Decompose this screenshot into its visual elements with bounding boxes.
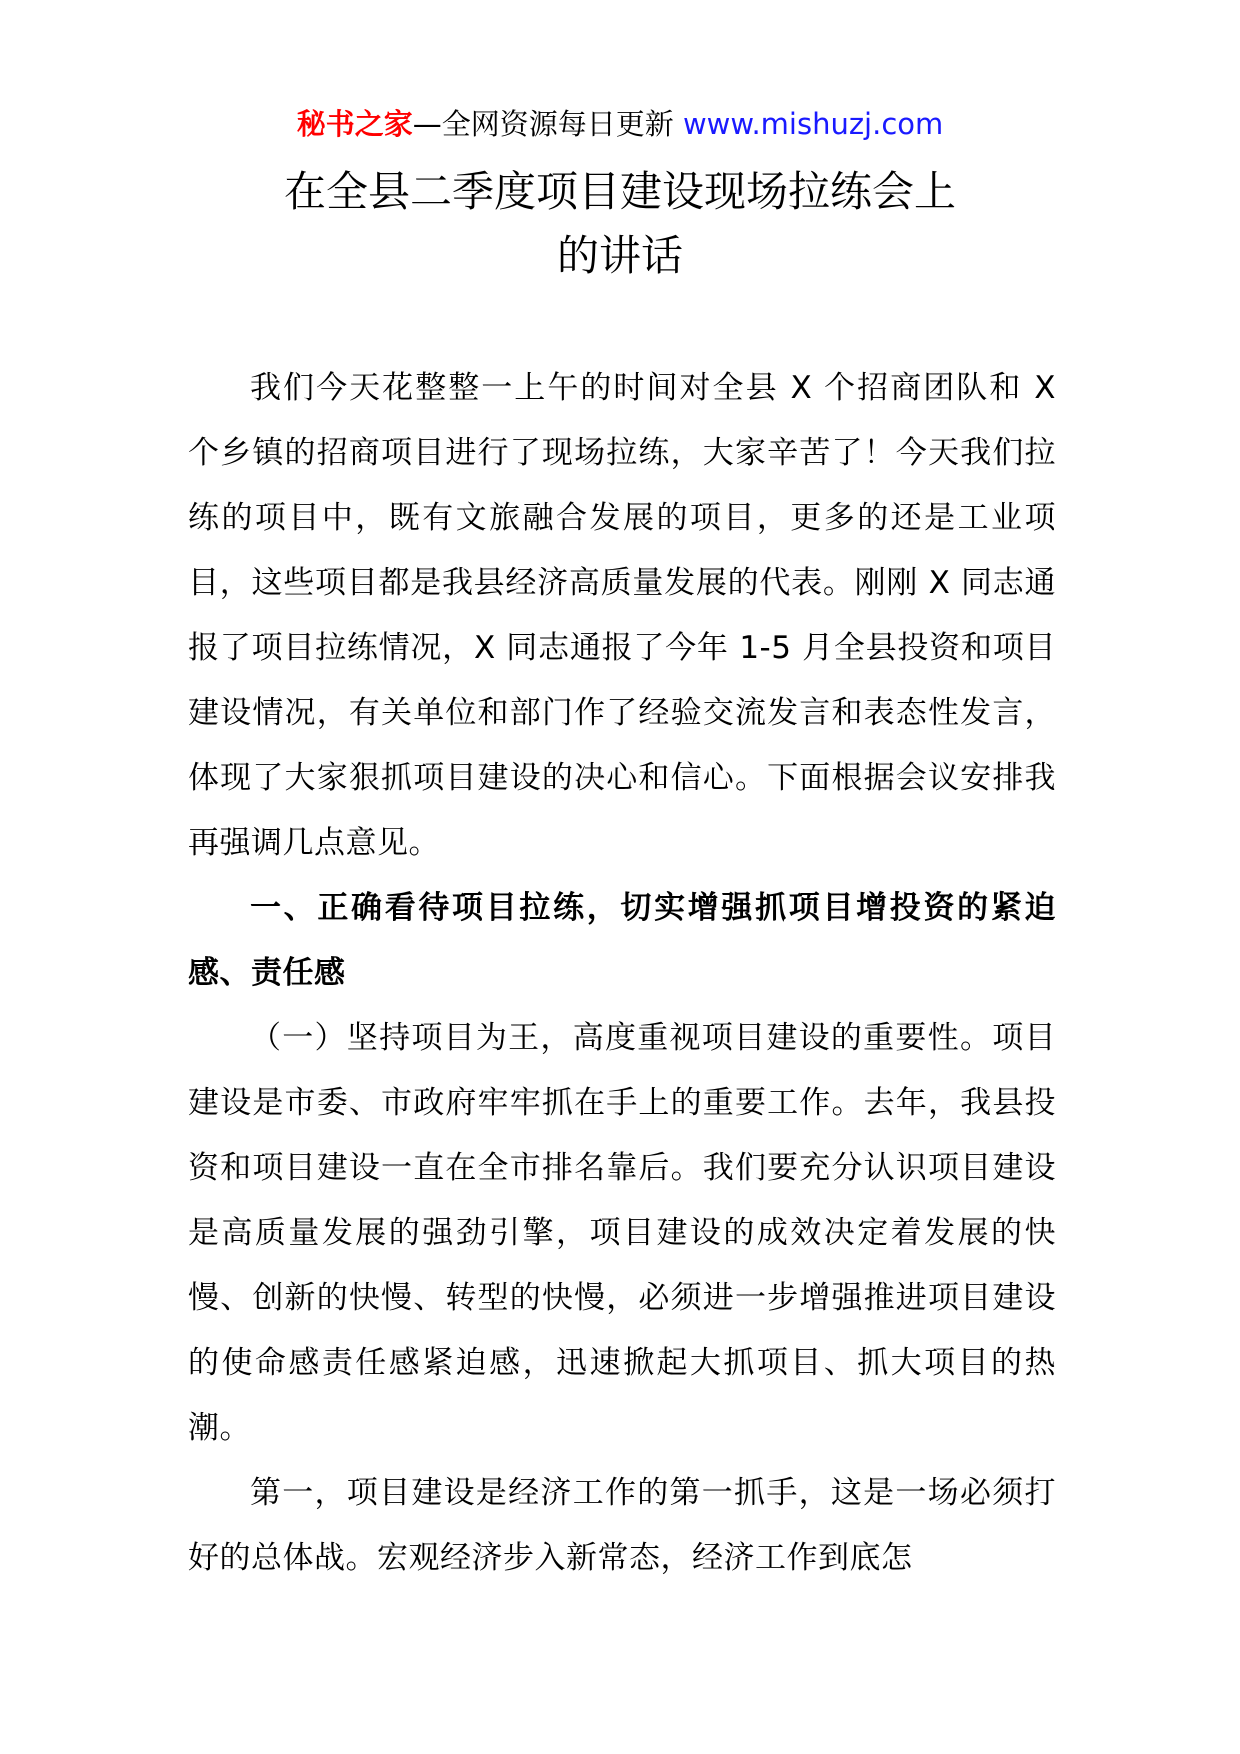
subsection-paragraph-1: （一）坚持项目为王，高度重视项目建设的重要性。项目建设是市委、市政府牢牢抓在手上的重要工作。去年，我县投资和项目建设一直在全市排名靠后。我们要充分认识项目建设是高质量发展的强劲引擎，项目建设的成效决定着发展的快慢、创新的快慢、转型的快慢，必须进一步增强推进项目建设的使命感责任感紧迫感，迅速掀起大抓项目、抓大项目的热潮。: [188, 1020, 1056, 1446]
title-line-1: 在全县二季度项目建设现场拉练会上: [283, 167, 956, 216]
header-tagline: —全网资源每日更新: [412, 107, 683, 141]
site-header: [0, 102, 1240, 146]
document-body: [188, 356, 1056, 1591]
section-heading-1: 一、正确看待项目拉练，切实增强抓项目增投资的紧迫感、责任感: [188, 890, 1056, 991]
point-paragraph-1: 第一，项目建设是经济工作的第一抓手，这是一场必须打好的总体战。宏观经济步入新常态，经济工作到底怎: [188, 1475, 1056, 1576]
site-url-link[interactable]: www.mishuzj.com: [682, 107, 944, 141]
document-title: [0, 160, 1240, 288]
title-line-2: 的讲话: [556, 231, 683, 280]
intro-paragraph: 我们今天花整整一上午的时间对全县 X 个招商团队和 X 个乡镇的招商项目进行了现场拉练，大家辛苦了！今天我们拉练的项目中，既有文旅融合发展的项目，更多的还是工业项目，这些项目都是我县经济高质量发展的代表。刚刚 X 同志通报了项目拉练情况，X 同志通报了今年 1-5 月全县投资和项目建设情况，有关单位和部门作了经验交流发言和表态性发言，体现了大家狠抓项目建设的决心和信心。下面根据会议安排我再强调几点意见。: [188, 370, 1056, 861]
brand-name: 秘书之家: [296, 107, 413, 141]
